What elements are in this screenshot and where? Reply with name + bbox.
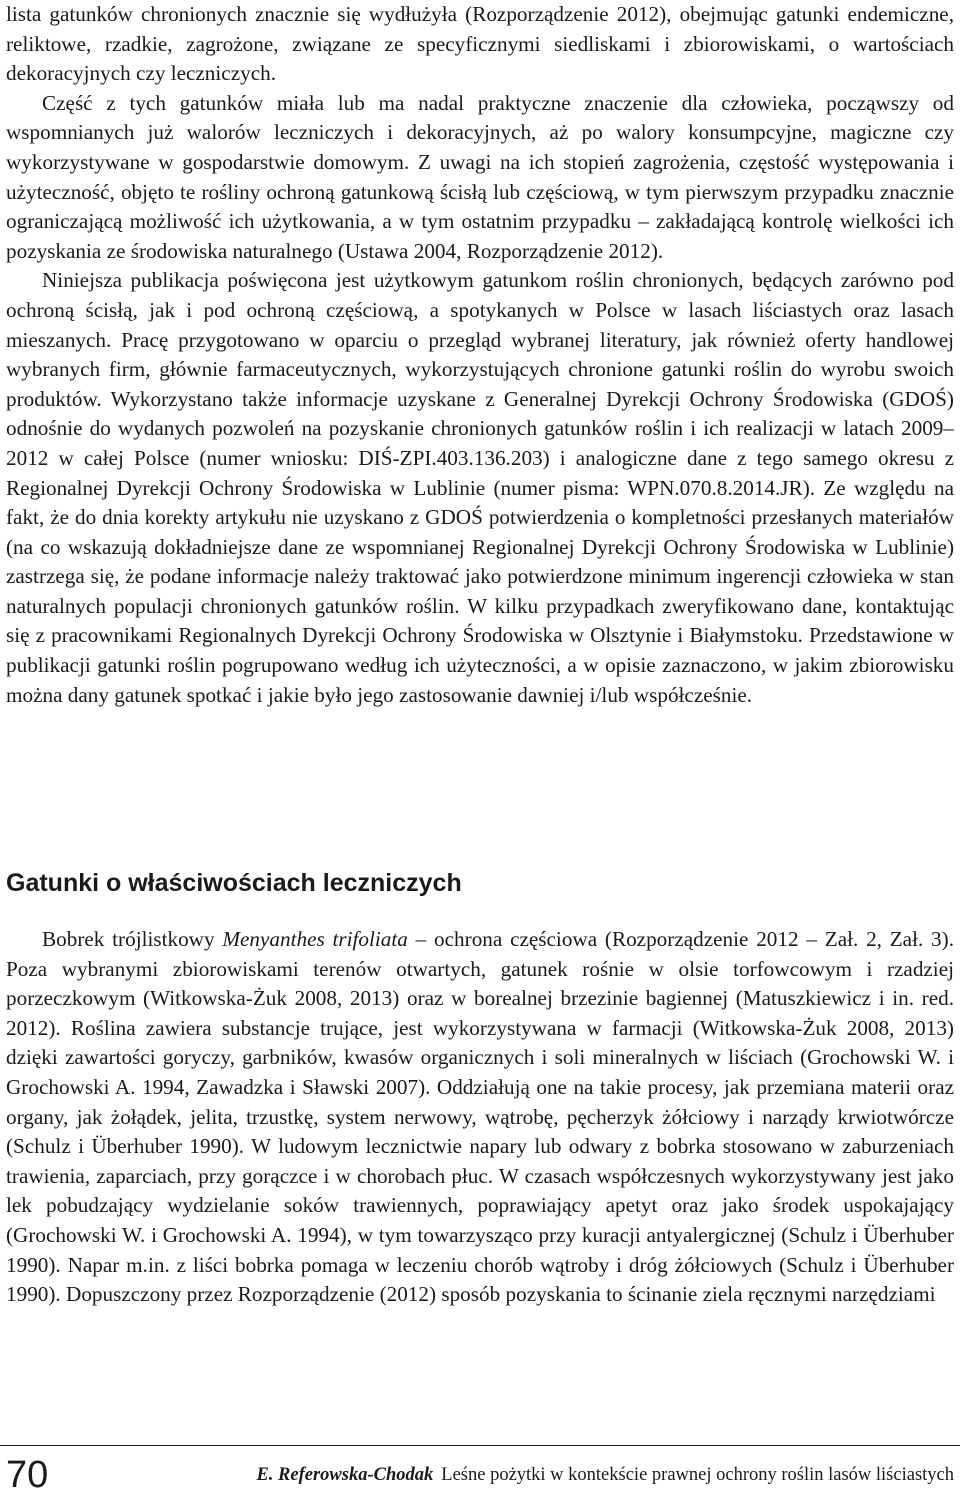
species-description: – ochrona częściowa (Rozporządzenie 2012 – Zał. 2, Zał. 3). Poza wybranymi zbiorowiskami terenów otwartych, gatunek rośnie w olsie torfowcowym i rzadziej porzeczkowym (Witkowska-Żuk 2008, 2013) oraz w borealnej brzezinie bagiennej (Matuszkiewicz i in. red. 2012). Roślina zawiera substancje trujące, jest wykorzystywana w farmacji (Witkowska-Żuk 2008, 2013) dzięki zawartości goryczy, garbników, kwasów organicznych i soli mineralnych w liściach (Grochowski W. i Grochowski A. 1994, Zawadzka i Sławski 2007). Oddziałują one na takie procesy, jak przemiana materii oraz organy, jak żołądek, jelita, trzustkę, system nerwowy, wątrobę, pęcherzyk żółciowy i narządy krwiotwórcze (Schulz i Überhuber 1990). W ludowym lecznictwie napary lub odwary z bobrka stosowano w zaburzeniach trawienia, zaparciach, przy gorączce i w chorobach płuc. W czasach współczesnych wykorzystywany jest jako lek pobudzający wydzielanie soków trawiennych, poprawiający apetyt oraz jako środek uspokajający (Grochowski W. i Grochowski A. 1994), w tym towarzysząco przy kuracji antyalergicznej (Schulz i Überhuber 1990). Napar m.in. z liści bobrka pomaga w leczeniu chorób wątroby i dróg żółciowych (Schulz i Überhuber 1990). Dopuszczony przez Rozporządzenie (2012) sposób pozyskania to ścinanie ziela ręcznymi narzędziami	[6, 927, 955, 1307]
paragraph-menyanthes	[6, 925, 954, 1310]
paragraph-usefulness: Część z tych gatunków miała lub ma nadal praktyczne znaczenie dla człowieka, począwszy od wspomnianych już walorów leczniczych i dekoracyjnych, aż po walory konsumpcyjne, magiczne czy wykorzystywane w gospodarstwie domowym. Z uwagi na ich stopień zagrożenia, częstość występowania i użyteczność, objęto te rośliny ochroną gatunkową ścisłą lub częściową, w tym pierwszym przypadku znacznie ograniczającą możliwość ich użytkowania, a w tym ostatnim przypadku – zakładającą kontrolę wielkości ich pozyskania ze środowiska naturalnego (Ustawa 2004, Rozporządzenie 2012).	[6, 90, 954, 263]
footer-author: E. Referowska-Chodak	[256, 1465, 434, 1485]
page-number: 70	[6, 1454, 49, 1496]
paragraph-continued: lista gatunków chronionych znacznie się wydłużyła (Rozporządzenie 2012), obejmując gatunki endemiczne, reliktowe, rzadkie, zagrożone, związane ze specyficznymi siedliskami i zbiorowiskami, o wartościach dekoracyjnych czy leczniczych.	[6, 2, 954, 86]
footer-divider	[0, 1445, 960, 1446]
paragraph-publication-scope: Niniejsza publikacja poświęcona jest użytkowym gatunkom roślin chronionych, będących zarówno pod ochroną ścisłą, jak i pod ochroną częściową, a spotykanych w Polsce w lasach liściastych oraz lasach mieszanych. Pracę przygotowano w oparciu o przegląd wybranej literatury, jak również oferty handlowej wybranych firm, głównie farmaceutycznych, wykorzystujących chronione gatunki roślin do wyrobu swoich produktów. Wykorzystano także informacje uzyskane z Generalnej Dyrekcji Ochrony Środowiska (GDOŚ) odnośnie do wydanych pozwoleń na pozyskanie chronionych gatunków roślin i ich realizacji w latach 2009–2012 w całej Polsce (numer wniosku: DIŚ-ZPI.403.136.203) i analogiczne dane z tego samego okresu z Regionalnej Dyrekcji Ochrony Środowiska w Lublinie (numer pisma: WPN.070.8.2014.JR). Ze względu na fakt, że do dnia korekty artykułu nie uzyskano z GDOŚ potwierdzenia o kompletności przesłanych materiałów (na co wskazują dokładniejsze dane ze wspomnianej Regionalnej Dyrekcji Ochrony Środowiska w Lublinie) zastrzega się, że podane informacje należy traktować jako potwierdzone minimum ingerencji człowieka w stan naturalnych populacji chronionych gatunków roślin. W kilku przypadkach zweryfikowano dane, kontaktując się z pracownikami Regionalnych Dyrekcji Ochrony Środowiska w Olsztynie i Białymstoku. Przedstawione w publikacji gatunki roślin pogrupowano według ich użyteczności, a w opisie zaznaczono, w jakim zbiorowisku można dany gatunek spotkać i jakie było jego zastosowanie dawniej i/lub współcześnie.	[6, 268, 954, 707]
section-heading: Gatunki o właściwościach leczniczych	[6, 869, 462, 897]
footer-title: Leśne pożytki w kontekście prawnej ochrony roślin lasów liściastych	[441, 1465, 954, 1485]
section-body	[6, 925, 954, 1310]
species-common-name: Bobrek trójlistkowy	[42, 927, 215, 951]
species-latin-name: Menyanthes trifoliata	[222, 927, 408, 951]
running-footer	[256, 1462, 954, 1488]
intro-text	[6, 0, 954, 710]
